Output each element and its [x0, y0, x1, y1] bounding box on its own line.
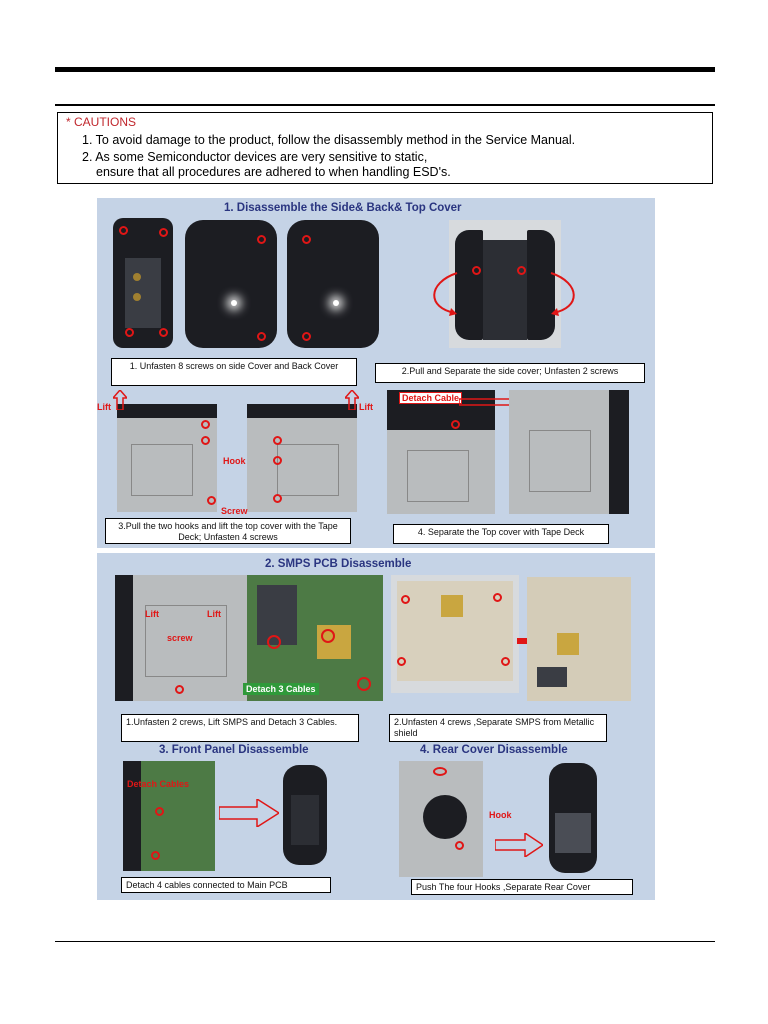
screw-marker — [257, 332, 266, 341]
screw-marker — [302, 332, 311, 341]
screw-marker — [273, 456, 282, 465]
photo-front-panel-cables — [123, 761, 215, 871]
screw-marker — [207, 496, 216, 505]
cable-marker — [155, 807, 164, 816]
screw-marker — [159, 328, 168, 337]
screw-label-smps: screw — [167, 633, 193, 643]
photo-top-cover-separated — [509, 390, 629, 514]
curved-arrow-icon — [545, 268, 581, 318]
screw-marker — [302, 235, 311, 244]
hook-marker — [455, 841, 464, 850]
screw-marker — [493, 593, 502, 602]
cable-marker — [267, 635, 281, 649]
lift-label-right: Lift — [359, 402, 373, 412]
photo-top-cover-screws — [247, 404, 357, 512]
smps-step-1-caption: 1.Unfasten 2 crews, Lift SMPS and Detach 3 Cables. — [121, 714, 359, 742]
section-2-title: 2. SMPS PCB Disassemble — [265, 558, 412, 570]
footer-rule — [55, 941, 715, 942]
up-arrow-icon — [345, 390, 359, 410]
right-arrow-icon — [495, 833, 543, 857]
photo-rear-cover — [549, 763, 597, 873]
rear-cover-caption: Push The four Hooks ,Separate Rear Cover — [411, 879, 633, 895]
front-panel-caption: Detach 4 cables connected to Main PCB — [121, 877, 331, 893]
screw-label: Screw — [221, 506, 248, 516]
hook-label-rear: Hook — [489, 810, 512, 820]
header-rule-thin — [55, 104, 715, 106]
screw-marker — [257, 235, 266, 244]
screw-marker — [397, 657, 406, 666]
step-1-caption: 1. Unfasten 8 screws on side Cover and Back Cover — [111, 358, 357, 386]
section-3-title: 3. Front Panel Disassemble — [159, 744, 309, 756]
section-1-title: 1. Disassemble the Side& Back& Top Cover — [224, 202, 462, 214]
screw-marker — [501, 657, 510, 666]
photo-rear-hooks — [399, 761, 483, 877]
photo-smps-removed — [527, 577, 631, 701]
hook-label: Hook — [223, 456, 246, 466]
detach-cable-label: Detach Cable — [399, 392, 462, 404]
up-arrow-icon — [113, 390, 127, 410]
screw-marker — [201, 436, 210, 445]
screw-marker — [401, 595, 410, 604]
screw-marker — [119, 226, 128, 235]
cable-marker — [321, 629, 335, 643]
lift-label-smps: Lift — [145, 609, 159, 619]
detach-cables-label: Detach Cables — [127, 779, 190, 789]
hook-marker — [433, 767, 447, 776]
screw-marker — [273, 494, 282, 503]
screw-marker — [273, 436, 282, 445]
curved-arrow-icon — [427, 268, 463, 318]
cable-marker — [451, 420, 460, 429]
disassembly-panel-2 — [97, 553, 655, 900]
caution-item-2: 2. As some Semiconductor devices are very sensitive to static, — [82, 150, 428, 164]
step-4-caption: 4. Separate the Top cover with Tape Deck — [393, 524, 609, 544]
detach-3-cables-label: Detach 3 Cables — [243, 683, 319, 695]
screw-marker — [201, 420, 210, 429]
caution-item-2-continued: ensure that all procedures are adhered to when handling ESD's. — [96, 165, 451, 179]
disassembly-panel-1 — [97, 198, 655, 548]
screw-marker — [125, 328, 134, 337]
screw-marker — [175, 685, 184, 694]
screw-marker — [159, 228, 168, 237]
lift-label-smps-2: Lift — [207, 609, 221, 619]
screw-marker — [517, 266, 526, 275]
header-rule — [55, 67, 715, 72]
right-arrow-icon — [219, 799, 279, 827]
caution-item-1: 1. To avoid damage to the product, follow the disassembly method in the Service Manual. — [82, 133, 576, 147]
cable-marker — [357, 677, 371, 691]
step-2-caption: 2.Pull and Separate the side cover; Unfasten 2 screws — [375, 363, 645, 383]
photo-side-cover-2 — [287, 220, 379, 348]
photo-front-panel — [283, 765, 327, 865]
cautions-heading: * CAUTIONS — [66, 115, 137, 129]
lift-label: Lift — [97, 402, 111, 412]
cautions-box — [57, 112, 713, 184]
step-3-caption: 3.Pull the two hooks and lift the top cover with the Tape Deck; Unfasten 4 screws — [105, 518, 351, 544]
section-4-title: 4. Rear Cover Disassemble — [420, 744, 568, 756]
screw-marker — [472, 266, 481, 275]
smps-step-2-caption: 2.Unfasten 4 crews ,Separate SMPS from Metallic shield — [389, 714, 607, 742]
cable-marker — [151, 851, 160, 860]
